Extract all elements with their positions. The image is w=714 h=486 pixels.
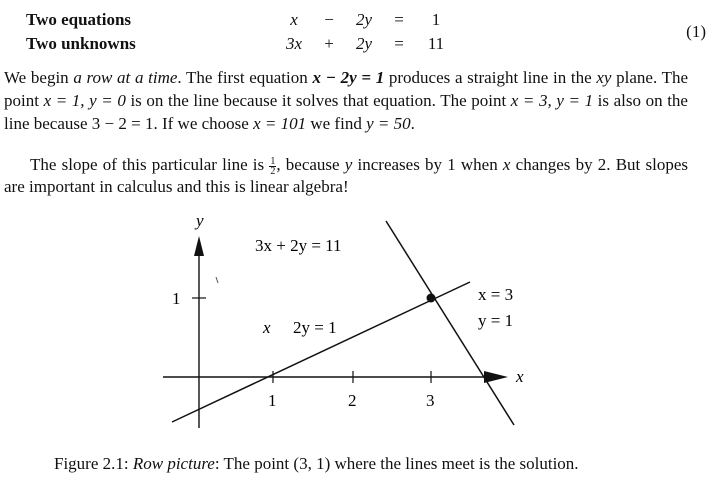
figure-caption: Figure 2.1: Row picture: The point (3, 1) where the lines meet is the solution. [54,454,579,473]
x-tick-label-1: 1 [268,391,277,410]
x-axis-label: x [516,367,524,386]
paragraph-row-at-a-time: We begin a row at a time. The first equation x − 2y = 1 produces a straight line in the xy plane. The point x = 1, y = 0 is on the line because it solves that equation. The point x = 3, y = 1 is also on the line because 3 − 2 = 1. If we choose x = 101 we find y = 50. [4,68,689,133]
y-axis-arrowhead [194,236,204,256]
row2-term-a: 3x [285,34,303,53]
system-label-unknowns: Two unknowns [26,34,136,53]
system-label-equations: Two equations [26,10,132,29]
stray-mark [216,277,218,283]
row1-operator: − [324,10,334,29]
row1-rhs: 1 [431,10,441,29]
x-tick-label-2: 2 [348,391,357,410]
y-axis-label: y [196,211,204,230]
fraction-one-half: $\frac{1}{2}$ [270,155,276,177]
row2-term-b: 2y [355,34,373,53]
solution-y-label: y = 1 [478,311,514,330]
x-tick-label-3: 3 [426,391,435,410]
line1-label: 3x + 2y = 11 [255,236,342,255]
line2-label-rest: 2y = 1 [293,318,337,337]
equation-number: (1) [686,22,706,41]
intersection-point [427,294,436,303]
row1-term-b: 2y [355,10,373,29]
row2-operator: + [324,34,334,53]
row2-rhs: 11 [427,34,445,53]
row1-equals: = [394,10,404,29]
line2-label-x: x [263,318,271,337]
paragraph-slope: The slope of this particular line is $\frac{1}{2}$ , because y increases by 1 when x changes by 2. But slopes are important in calculus and this is linear algebra! [4,155,688,196]
solution-x-label: x = 3 [478,285,514,304]
y-tick-label-1: 1 [172,289,181,308]
row2-equals: = [394,34,404,53]
x-axis-arrowhead [484,371,508,383]
row1-term-a: x [290,10,298,29]
